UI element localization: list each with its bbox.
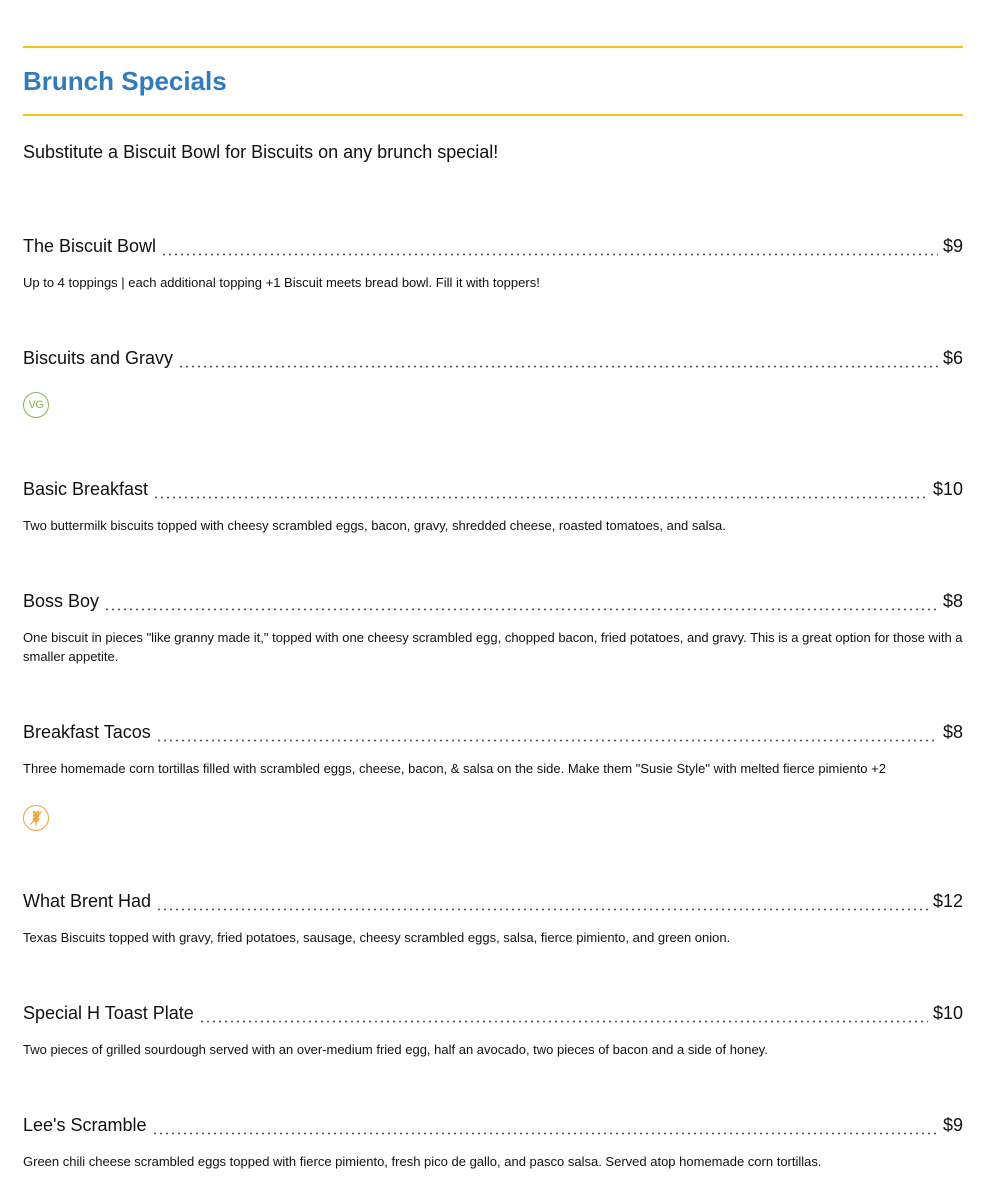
title-divider [23, 114, 963, 116]
dot-leader [152, 1132, 938, 1135]
menu-item-price: $10 [932, 1003, 963, 1023]
dot-leader [156, 908, 928, 911]
menu-item-header [23, 1115, 963, 1141]
menu-item-price: $9 [942, 1115, 963, 1135]
menu-item [23, 1003, 963, 1059]
dot-leader [178, 365, 938, 368]
menu-item-description: Green chili cheese scrambled eggs topped with fierce pimiento, fresh pico de gallo, and pasco salsa. Served atop homemade corn tortillas. [23, 1154, 822, 1169]
dot-leader [104, 608, 938, 611]
menu-item-header [23, 722, 963, 748]
menu-item-price: $8 [942, 591, 963, 611]
menu-item-header [23, 236, 963, 262]
menu-item [23, 479, 963, 535]
dot-leader [156, 739, 938, 742]
menu-item-name: Lee's Scramble [23, 1115, 147, 1135]
menu-item-description: One biscuit in pieces "like granny made it," topped with one cheesy scrambled egg, chopped bacon, fried potatoes, and gravy. This is a great option for those with a smaller appetite. [23, 630, 963, 664]
menu-item [23, 348, 963, 374]
menu-item-header [23, 348, 963, 374]
menu-item-name: Basic Breakfast [23, 479, 149, 499]
menu-item-header [23, 479, 963, 505]
menu-item-price: $9 [942, 236, 963, 256]
menu-item-name: Breakfast Tacos [23, 722, 151, 742]
dot-leader [199, 1020, 928, 1023]
menu-item-description: Texas Biscuits topped with gravy, fried potatoes, sausage, cheesy scrambled eggs, salsa, fierce pimiento, and green onion. [23, 930, 731, 945]
dot-leader [161, 253, 938, 256]
menu-item-name: What Brent Had [23, 891, 152, 911]
top-divider [23, 46, 963, 48]
menu-item-header [23, 591, 963, 617]
menu-item-description: Two buttermilk biscuits topped with cheesy scrambled eggs, bacon, gravy, shredded cheese, roasted tomatoes, and salsa. [23, 518, 726, 533]
menu-item-name: Special H Toast Plate [23, 1003, 194, 1023]
wheat-icon [27, 809, 45, 827]
menu-item-name: The Biscuit Bowl [23, 236, 157, 256]
menu-item-name: Boss Boy [23, 591, 100, 611]
menu-item-price: $12 [932, 891, 963, 911]
menu-item-header [23, 891, 963, 917]
menu-item-header [23, 1003, 963, 1029]
menu-item-name: Biscuits and Gravy [23, 348, 174, 368]
menu-item [23, 1115, 963, 1171]
section-note: Substitute a Biscuit Bowl for Biscuits on any brunch special! [23, 142, 499, 162]
section-title: Brunch Specials [23, 66, 227, 96]
menu-item-price: $8 [942, 722, 963, 742]
menu-item [23, 591, 963, 666]
menu-item [23, 722, 963, 778]
menu-item-price: $10 [932, 479, 963, 499]
menu-item-description: Up to 4 toppings | each additional topping +1 Biscuit meets bread bowl. Fill it with toppers! [23, 275, 540, 290]
menu-item [23, 891, 963, 947]
menu-item-description: Three homemade corn tortillas filled with scrambled eggs, cheese, bacon, & salsa on the side. Make them "Susie Style" with melted fierce pimiento +2 [23, 761, 886, 776]
menu-item [23, 236, 963, 292]
gluten-free-icon [23, 805, 49, 831]
menu-item-price: $6 [942, 348, 963, 368]
vegetarian-badge-label: VG [28, 399, 44, 411]
vegetarian-icon [23, 392, 49, 418]
menu-item-description: Two pieces of grilled sourdough served with an over-medium fried egg, half an avocado, two pieces of bacon and a side of honey. [23, 1042, 768, 1057]
dot-leader [153, 496, 928, 499]
